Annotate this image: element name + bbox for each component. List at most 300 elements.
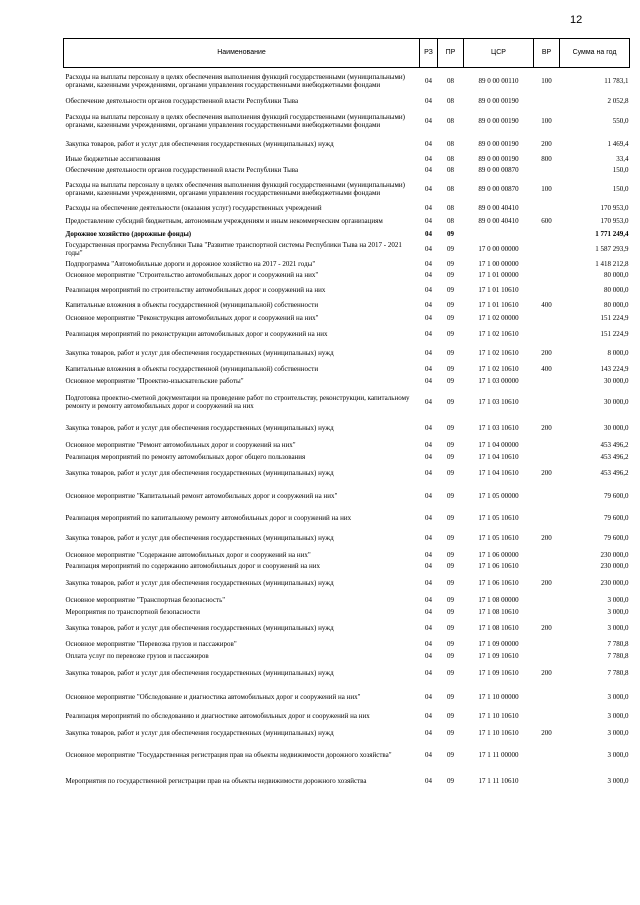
cell-sum: 2 052,8: [607, 97, 629, 105]
cell-name: Основное мероприятие "Транспортная безопасность": [65, 596, 226, 604]
cell-rz: 04: [425, 423, 432, 432]
cell-sum: 143 224,9: [600, 365, 629, 373]
cell-name: Закупка товаров, работ и услуг для обеспечения государственных (муниципальных) нужд: [65, 623, 334, 632]
table-row: [64, 561, 630, 572]
cell-rz: 04: [425, 491, 432, 500]
cell-pr: 09: [447, 423, 454, 432]
cell-sum: 30 000,0: [604, 377, 629, 385]
table-row: [64, 154, 630, 165]
cell-pr: 09: [447, 534, 454, 542]
cell-name: Расходы на выплаты персоналу в целях обеспечения выполнения функций государственными (муниципальными) органами, казенными учреждениями, органами управления государственными внебюджетными фондами: [65, 73, 406, 90]
cell-name: Оплата услуг по перевозке грузов и пассажиров: [65, 652, 209, 660]
cell-csr: 17 1 05 00000: [478, 491, 519, 500]
cell-name: Иные бюджетные ассигнования: [65, 155, 161, 163]
cell-sum: 80 000,0: [604, 301, 629, 309]
cell-pr: 09: [447, 692, 454, 701]
cell-pr: 09: [447, 729, 454, 737]
cell-vr: [534, 312, 560, 325]
cell-sum: 7 780,8: [607, 652, 629, 660]
cell-csr: 89 0 00 00870: [478, 166, 519, 174]
cell-vr: 800: [541, 155, 552, 163]
table-row: [64, 607, 630, 618]
cell-vr: 400: [541, 365, 552, 373]
cell-rz: 04: [425, 652, 432, 660]
cell-pr: 09: [447, 397, 454, 406]
cell-name: Закупка товаров, работ и услуг для обеспечения государственных (муниципальных) нужд: [65, 140, 334, 148]
cell-name: Основное мероприятие "Содержание автомобильных дорог и сооружений на них": [65, 551, 311, 559]
cell-csr: 17 1 03 10610: [478, 397, 519, 406]
cell-name: Подготовка проектно-сметной документации на проведение работ по строительству, реконструкции, капитальному ремонту и ремонту автомобильных дорог и сооружений на них: [65, 393, 410, 410]
cell-name: Реализация мероприятий по обследованию и диагностике автомобильных дорог и сооружений на них: [65, 712, 370, 720]
cell-vr: [534, 509, 560, 527]
cell-csr: 17 1 02 10610: [478, 348, 519, 357]
cell-csr: 17 1 01 00000: [478, 271, 519, 279]
cell-vr: [534, 439, 560, 452]
cell-sum: 33,4: [616, 155, 629, 163]
cell-pr: 08: [447, 117, 454, 125]
cell-sum: 3 000,0: [607, 596, 629, 604]
table-row: [64, 638, 630, 651]
cell-pr: 09: [447, 623, 454, 632]
cell-csr: 89 0 00 00190: [478, 140, 519, 148]
cell-sum: 3 000,0: [607, 608, 629, 616]
cell-rz: 04: [425, 729, 432, 737]
cell-name: Основное мероприятие "Государственная регистрация прав на объекты недвижимости дорожного хозяйства": [65, 750, 392, 759]
cell-csr: 17 1 10 10610: [478, 729, 519, 737]
table-row: [64, 452, 630, 463]
table-row: [64, 744, 630, 766]
cell-vr: 600: [541, 217, 552, 225]
cell-sum: 79 600,0: [604, 513, 629, 522]
cell-sum: 30 000,0: [604, 397, 629, 406]
cell-pr: 09: [447, 329, 454, 338]
cell-sum: 30 000,0: [604, 423, 629, 432]
cell-csr: 89 0 00 00110: [478, 77, 519, 86]
cell-rz: 04: [425, 453, 432, 461]
table-row: [64, 376, 630, 387]
table-row: [64, 259, 630, 270]
cell-pr: 08: [447, 97, 454, 105]
table-row: [64, 229, 630, 240]
cell-csr: 17 1 09 10610: [478, 668, 519, 677]
cell-pr: 09: [447, 712, 454, 720]
cell-csr: 17 1 08 10610: [478, 608, 519, 616]
cell-csr: 17 1 01 10610: [478, 301, 519, 309]
cell-sum: 151 224,9: [600, 329, 629, 338]
cell-pr: 08: [447, 140, 454, 148]
cell-vr: [534, 766, 560, 796]
cell-vr: 200: [541, 729, 552, 737]
cell-rz: 04: [425, 166, 432, 174]
cell-sum: 1 587 293,9: [595, 245, 629, 253]
header-name: Наименование: [64, 39, 420, 68]
cell-name: Основное мероприятие "Ремонт автомобильных дорог и сооружений на них": [65, 441, 296, 449]
table-row: [64, 135, 630, 154]
cell-rz: 04: [425, 77, 432, 86]
table-row: [64, 527, 630, 550]
header-sum: Сумма на год: [560, 39, 630, 68]
cell-rz: 04: [425, 608, 432, 616]
cell-name: Государственная программа Республики Тыва "Развитие транспортной системы Республики Тыва на 2017 - 2021 годы": [65, 241, 402, 257]
cell-pr: 08: [447, 185, 454, 193]
table-row: [64, 270, 630, 281]
cell-sum: 79 600,0: [604, 491, 629, 500]
cell-csr: 17 1 06 10610: [478, 562, 519, 570]
cell-vr: [534, 452, 560, 463]
cell-vr: [534, 651, 560, 662]
cell-name: Обеспечение деятельности органов государственной власти Республики Тыва: [65, 97, 299, 105]
table-row: [64, 363, 630, 376]
cell-rz: 04: [425, 551, 432, 559]
budget-table: [63, 38, 630, 796]
cell-csr: 17 1 08 10610: [478, 623, 519, 632]
cell-rz: 04: [425, 562, 432, 570]
cell-rz: 04: [425, 260, 432, 268]
cell-rz: 04: [425, 204, 432, 212]
cell-csr: 17 1 11 10610: [478, 776, 519, 785]
cell-name: Капитальные вложения в объекты государственной (муниципальной) собственности: [65, 301, 319, 309]
cell-csr: 89 0 00 00190: [478, 117, 519, 125]
cell-csr: 17 1 08 00000: [478, 596, 519, 604]
cell-vr: 200: [541, 468, 552, 477]
header-vr: ВР: [534, 39, 560, 68]
cell-sum: 150,0: [612, 185, 629, 193]
cell-sum: 230 000,0: [600, 551, 629, 559]
cell-name: Мероприятия по государственной регистрации прав на объекты недвижимости дорожного хозяйства: [65, 776, 367, 785]
cell-name: Закупка товаров, работ и услуг для обеспечения государственных (муниципальных) нужд: [65, 729, 334, 737]
cell-sum: 453 496,2: [600, 453, 629, 461]
cell-pr: 09: [447, 491, 454, 500]
cell-pr: 09: [447, 271, 454, 279]
cell-name: Реализация мероприятий по ремонту автомобильных дорог общего пользования: [65, 453, 306, 461]
cell-name: Закупка товаров, работ и услуг для обеспечения государственных (муниципальных) нужд: [65, 578, 334, 587]
cell-pr: 09: [447, 441, 454, 449]
header-csr: ЦСР: [464, 39, 534, 68]
table-row: [64, 387, 630, 417]
cell-csr: 17 1 09 00000: [478, 640, 519, 648]
cell-csr: 89 0 00 40410: [478, 204, 519, 212]
cell-rz: 04: [425, 301, 432, 309]
cell-name: Закупка товаров, работ и услуг для обеспечения государственных (муниципальных) нужд: [65, 423, 334, 432]
cell-name: Основное мероприятие "Перевозка грузов и пассажиров": [65, 640, 237, 648]
table-row: [64, 417, 630, 439]
table-row: [64, 165, 630, 176]
cell-pr: 09: [447, 776, 454, 785]
cell-csr: 17 1 11 00000: [478, 750, 519, 759]
cell-name: Расходы на выплаты персоналу в целях обеспечения выполнения функций государственными (муниципальными) органами, казенными учреждениями, органами управления государственными внебюджетными фондами: [65, 113, 406, 129]
cell-sum: 11 783,1: [604, 77, 629, 86]
table-row: [64, 240, 630, 259]
table-row: [64, 312, 630, 325]
cell-vr: [534, 270, 560, 281]
cell-name: Закупка товаров, работ и услуг для обеспечения государственных (муниципальных) нужд: [65, 348, 334, 357]
cell-csr: 17 1 10 10610: [478, 712, 519, 720]
cell-pr: 09: [447, 750, 454, 759]
cell-pr: 09: [447, 230, 454, 238]
cell-rz: 04: [425, 271, 432, 279]
cell-vr: 200: [541, 348, 552, 357]
cell-csr: 17 1 05 10610: [478, 513, 519, 522]
cell-sum: 1 771 249,4: [595, 230, 629, 238]
cell-pr: 09: [447, 301, 454, 309]
cell-csr: 17 1 04 10610: [478, 453, 519, 461]
cell-pr: 08: [447, 166, 454, 174]
cell-sum: 3 000,0: [607, 692, 629, 701]
table-header-row: [64, 39, 630, 68]
cell-sum: 7 780,8: [607, 640, 629, 648]
table-row: [64, 439, 630, 452]
table-row: [64, 203, 630, 214]
cell-csr: 17 1 02 10610: [478, 329, 519, 338]
cell-vr: [534, 744, 560, 766]
cell-pr: 09: [447, 285, 454, 294]
table-row: [64, 483, 630, 509]
cell-vr: [534, 325, 560, 343]
cell-vr: [534, 561, 560, 572]
cell-vr: [534, 376, 560, 387]
cell-rz: 04: [425, 468, 432, 477]
table-row: [64, 68, 630, 95]
cell-csr: 17 1 03 00000: [478, 377, 519, 385]
cell-pr: 08: [447, 204, 454, 212]
cell-csr: 17 0 00 00000: [478, 245, 519, 253]
cell-sum: 3 000,0: [607, 776, 629, 785]
cell-rz: 04: [425, 750, 432, 759]
cell-rz: 04: [425, 230, 432, 238]
cell-rz: 04: [425, 712, 432, 720]
cell-sum: 150,0: [612, 166, 629, 174]
table-row: [64, 572, 630, 594]
cell-name: Закупка товаров, работ и услуг для обеспечения государственных (муниципальных) нужд: [65, 468, 334, 477]
cell-vr: 400: [541, 301, 552, 309]
cell-name: Закупка товаров, работ и услуг для обеспечения государственных (муниципальных) нужд: [65, 668, 334, 677]
cell-sum: 8 000,0: [607, 348, 629, 357]
cell-rz: 04: [425, 668, 432, 677]
cell-csr: 17 1 02 00000: [478, 314, 519, 322]
cell-vr: [534, 203, 560, 214]
table-row: [64, 343, 630, 363]
cell-name: Расходы на обеспечение деятельности (оказания услуг) государственных учреждений: [65, 204, 322, 212]
cell-vr: [534, 165, 560, 176]
table-row: [64, 594, 630, 607]
cell-vr: 200: [541, 578, 552, 587]
table-row: [64, 662, 630, 684]
cell-name: Основное мероприятие "Капитальный ремонт автомобильных дорог и сооружений на них": [65, 491, 338, 500]
table-row: [64, 95, 630, 108]
cell-rz: 04: [425, 245, 432, 253]
cell-pr: 09: [447, 348, 454, 357]
cell-rz: 04: [425, 185, 432, 193]
cell-csr: 89 0 00 00190: [478, 97, 519, 105]
cell-name: Реализация мероприятий по реконструкции автомобильных дорог и сооружений на них: [65, 329, 328, 338]
cell-vr: [534, 259, 560, 270]
cell-name: Основное мероприятие "Строительство автомобильных дорог и сооружений на них": [65, 271, 319, 279]
page-number: 12: [570, 14, 583, 26]
cell-pr: 09: [447, 468, 454, 477]
cell-name: Дорожное хозяйство (дорожные фонды): [65, 230, 192, 238]
cell-vr: 100: [541, 77, 552, 86]
cell-csr: 17 1 09 10610: [478, 652, 519, 660]
cell-rz: 04: [425, 692, 432, 701]
cell-vr: [534, 550, 560, 561]
cell-pr: 09: [447, 668, 454, 677]
cell-rz: 04: [425, 640, 432, 648]
cell-vr: 200: [541, 623, 552, 632]
table-row: [64, 550, 630, 561]
cell-name: Основное мероприятие "Обследование и диагностика автомобильных дорог и сооружений на них": [65, 692, 361, 701]
cell-rz: 04: [425, 314, 432, 322]
cell-rz: 04: [425, 365, 432, 373]
cell-vr: 200: [541, 534, 552, 542]
cell-vr: [534, 240, 560, 259]
cell-sum: 230 000,0: [600, 578, 629, 587]
table-row: [64, 108, 630, 135]
cell-name: Основное мероприятие "Проектно-изыскательские работы": [65, 377, 244, 385]
cell-sum: 3 000,0: [607, 750, 629, 759]
cell-pr: 09: [447, 551, 454, 559]
cell-rz: 04: [425, 140, 432, 148]
cell-sum: 1 469,4: [607, 140, 629, 148]
cell-name: Основное мероприятие "Реконструкция автомобильных дорог и сооружений на них": [65, 314, 319, 322]
cell-rz: 04: [425, 329, 432, 338]
cell-pr: 09: [447, 453, 454, 461]
cell-rz: 04: [425, 623, 432, 632]
cell-sum: 3 000,0: [607, 623, 629, 632]
cell-rz: 04: [425, 596, 432, 604]
cell-vr: 200: [541, 423, 552, 432]
cell-name: Мероприятия по транспортной безопасности: [65, 608, 200, 616]
cell-rz: 04: [425, 397, 432, 406]
cell-rz: 04: [425, 776, 432, 785]
cell-csr: 17 1 01 10610: [478, 285, 519, 294]
cell-rz: 04: [425, 97, 432, 105]
cell-vr: [534, 607, 560, 618]
cell-csr: 17 1 05 10610: [478, 534, 519, 542]
table-row: [64, 618, 630, 638]
table-row: [64, 684, 630, 710]
table-row: [64, 710, 630, 723]
table-row: [64, 281, 630, 299]
table-row: [64, 299, 630, 312]
cell-name: Реализация мероприятий по капитальному ремонту автомобильных дорог и сооружений на них: [65, 513, 352, 522]
cell-sum: 453 496,2: [600, 441, 629, 449]
cell-csr: 17 1 00 00000: [478, 260, 519, 268]
cell-csr: 17 1 06 00000: [478, 551, 519, 559]
cell-csr: [464, 229, 534, 240]
cell-vr: [534, 638, 560, 651]
cell-name: Расходы на выплаты персоналу в целях обеспечения выполнения функций государственными (муниципальными) органами, казенными учреждениями, органами управления государственными внебюджетными фондами: [65, 181, 406, 197]
cell-vr: [534, 684, 560, 710]
cell-sum: 3 000,0: [607, 729, 629, 737]
cell-rz: 04: [425, 441, 432, 449]
cell-csr: 17 1 04 10610: [478, 468, 519, 477]
cell-pr: 09: [447, 377, 454, 385]
cell-pr: 09: [447, 260, 454, 268]
cell-sum: 80 000,0: [604, 271, 629, 279]
header-rz: РЗ: [420, 39, 438, 68]
cell-sum: 80 000,0: [604, 285, 629, 294]
cell-pr: 09: [447, 652, 454, 660]
cell-vr: [534, 594, 560, 607]
header-pr: ПР: [438, 39, 464, 68]
cell-vr: 200: [541, 140, 552, 148]
cell-rz: 04: [425, 513, 432, 522]
table-row: [64, 325, 630, 343]
cell-vr: [534, 95, 560, 108]
table-row: [64, 463, 630, 483]
cell-vr: [534, 281, 560, 299]
cell-pr: 09: [447, 578, 454, 587]
cell-sum: 550,0: [612, 117, 629, 125]
cell-name: Реализация мероприятий по строительству автомобильных дорог и сооружений на них: [65, 285, 326, 294]
cell-sum: 230 000,0: [600, 562, 629, 570]
cell-pr: 08: [447, 155, 454, 163]
cell-rz: 04: [425, 377, 432, 385]
cell-vr: [534, 387, 560, 417]
cell-name: Закупка товаров, работ и услуг для обеспечения государственных (муниципальных) нужд: [65, 534, 334, 542]
cell-vr: 100: [541, 117, 552, 125]
cell-csr: 17 1 10 00000: [478, 692, 519, 701]
cell-pr: 09: [447, 608, 454, 616]
table-row: [64, 176, 630, 203]
cell-name: Предоставление субсидий бюджетным, автономным учреждениям и иным некоммерческим организациям: [65, 217, 383, 225]
cell-pr: 09: [447, 314, 454, 322]
table-body: [64, 68, 630, 796]
cell-csr: 89 0 00 40410: [478, 217, 519, 225]
cell-vr: 200: [541, 668, 552, 677]
cell-sum: 170 953,0: [600, 204, 629, 212]
cell-sum: 79 600,0: [604, 534, 629, 542]
cell-name: Подпрограмма "Автомобильные дороги и дорожное хозяйство на 2017 - 2021 годы": [65, 260, 316, 268]
cell-sum: 3 000,0: [607, 712, 629, 720]
cell-vr: [534, 710, 560, 723]
cell-rz: 04: [425, 285, 432, 294]
cell-name: Капитальные вложения в объекты государственной (муниципальной) собственности: [65, 365, 319, 373]
cell-sum: 170 953,0: [600, 217, 629, 225]
table-row: [64, 651, 630, 662]
cell-sum: 453 496,2: [600, 468, 629, 477]
cell-rz: 04: [425, 348, 432, 357]
cell-pr: 09: [447, 365, 454, 373]
cell-rz: 04: [425, 578, 432, 587]
cell-vr: [534, 229, 560, 240]
table-row: [64, 723, 630, 744]
cell-name: Обеспечение деятельности органов государственной власти Республики Тыва: [65, 166, 299, 174]
table-row: [64, 214, 630, 229]
cell-pr: 09: [447, 513, 454, 522]
cell-name: Реализация мероприятий по содержанию автомобильных дорог и сооружений на них: [65, 562, 320, 570]
cell-csr: 17 1 06 10610: [478, 578, 519, 587]
cell-csr: 89 0 00 00870: [478, 185, 519, 193]
cell-pr: 08: [447, 77, 454, 86]
cell-csr: 89 0 00 00190: [478, 155, 519, 163]
cell-pr: 09: [447, 562, 454, 570]
cell-sum: 1 418 212,8: [595, 260, 629, 268]
cell-sum: 151 224,9: [600, 314, 629, 322]
cell-pr: 09: [447, 640, 454, 648]
cell-vr: [534, 483, 560, 509]
cell-rz: 04: [425, 217, 432, 225]
cell-csr: 17 1 03 10610: [478, 423, 519, 432]
cell-pr: 09: [447, 596, 454, 604]
table-row: [64, 766, 630, 796]
cell-rz: 04: [425, 155, 432, 163]
cell-rz: 04: [425, 534, 432, 542]
cell-sum: 7 780,8: [607, 668, 629, 677]
cell-rz: 04: [425, 117, 432, 125]
cell-csr: 17 1 04 00000: [478, 441, 519, 449]
cell-pr: 08: [447, 217, 454, 225]
